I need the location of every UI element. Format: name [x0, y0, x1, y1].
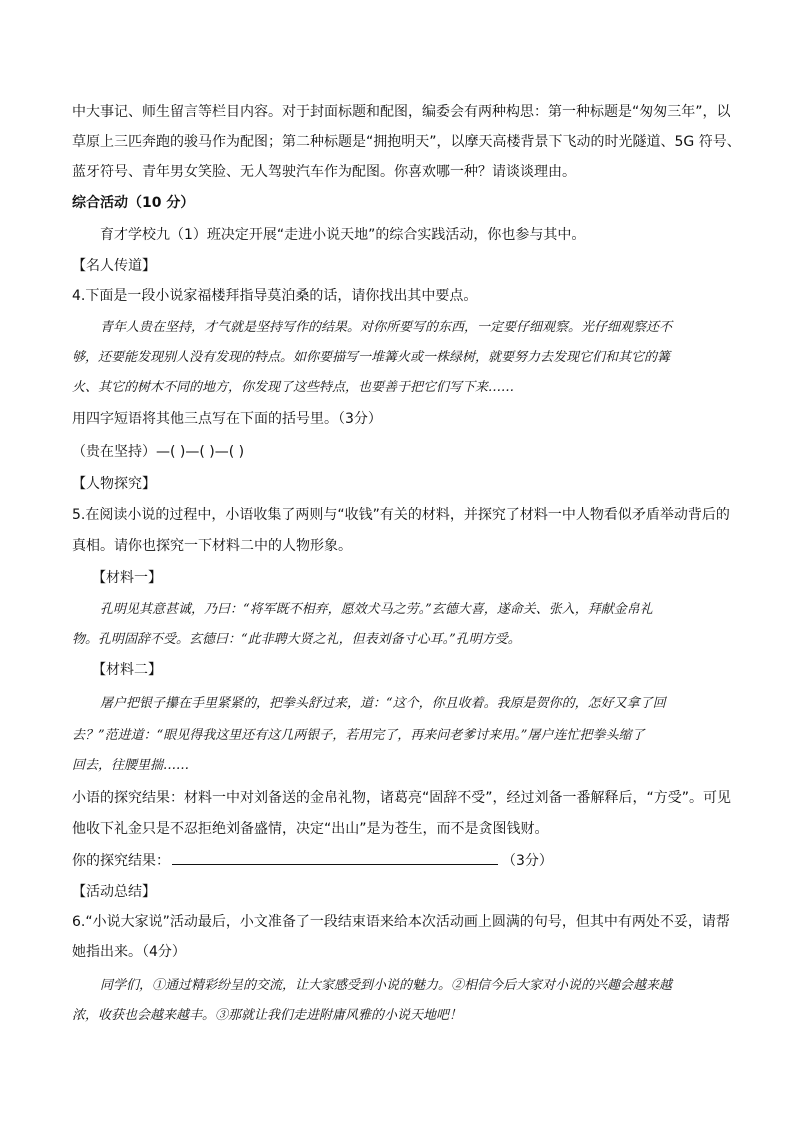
- part3-question-line-1: 6.“小说大家说”活动最后，小文准备了一段结束语来给本次活动画上圆满的句号，但其中有两处不妥，请帮: [72, 914, 730, 930]
- answer-blank-line[interactable]: [172, 850, 498, 865]
- material2-tag: 【材料二】: [92, 662, 162, 678]
- material1-line-2: 物。孔明固辞不受。玄德曰：“此非聘大贤之礼，但表刘备寸心耳。”孔明方受。: [72, 632, 521, 647]
- closing-text-line-2: 浓，收获也会越来越丰。③那就让我们走进附庸风雅的小说天地吧！: [72, 1008, 463, 1023]
- intro-line-3: 蓝牙符号、青年男女笑脸、无人驾驶汽车作为配图。你喜欢哪一种？请谈谈理由。: [72, 164, 576, 180]
- material1-line-1: 孔明见其意甚诚，乃曰：“将军既不相弃，愿效犬马之劳。”玄德大喜，遂命关、张入，拜献金帛礼: [100, 602, 653, 617]
- section-heading: 综合活动（10 分）: [72, 195, 195, 211]
- intro-line-2: 草原上三匹奔跑的骏马作为配图；第二种标题是“拥抱明天”，以摩天高楼背景下飞动的时光隧道、5G 符号、: [72, 134, 741, 150]
- your-result-label: 你的探究结果：: [72, 853, 170, 869]
- part1-quote-line-2: 够，还要能发现别人没有发现的特点。如你要描写一堆篝火或一株绿树，就要努力去发现它们和其它的篝: [72, 350, 671, 365]
- part2-question-line-1: 5.在阅读小说的过程中，小语收集了两则与“收钱”有关的材料，并探究了材料一中人物看似矛盾举动背后的: [72, 507, 730, 523]
- your-result-row: [72, 850, 732, 871]
- material2-line-2: 去？”范进道：“眼见得我这里还有这几两银子，若用完了，再来问老爹讨来用。”屠户连忙把拳头缩了: [72, 728, 645, 743]
- material1-tag: 【材料一】: [92, 570, 162, 586]
- intro-line-1: 中大事记、师生留言等栏目内容。对于封面标题和配图，编委会有两种构思：第一种标题是“匆匆三年”，以: [72, 104, 731, 120]
- part1-tag: 【名人传道】: [72, 258, 156, 274]
- material2-line-1: 屠户把银子攥在手里紧紧的，把拳头舒过来，道：“这个，你且收着。我原是贺你的，怎好又拿了回: [100, 696, 666, 711]
- your-result-score: （3分）: [502, 853, 553, 869]
- part3-question-line-2: 她指出来。（4分）: [72, 944, 186, 960]
- part3-tag: 【活动总结】: [72, 884, 156, 900]
- xiaoyu-result-line-2: 他收下礼金只是不忍拒绝刘备盛情，决定“出山”是为苍生，而不是贪图钱财。: [72, 821, 549, 837]
- section-intro: 育才学校九（1）班决定开展“走进小说天地”的综合实践活动，你也参与其中。: [100, 227, 586, 243]
- part1-quote-line-1: 青年人贵在坚持，才气就是坚持写作的结果。对你所要写的东西，一定要仔细观察。光仔细观察还不: [100, 320, 673, 335]
- closing-text-line-1: 同学们，①通过精彩纷呈的交流，让大家感受到小说的魅力。②相信今后大家对小说的兴趣会越来越: [100, 978, 673, 993]
- part2-question-line-2: 真相。请你也探究一下材料二中的人物形象。: [72, 538, 352, 554]
- part1-quote-line-3: 火、其它的树木不同的地方，你发现了这些特点，也要善于把它们写下来……: [72, 380, 515, 395]
- part2-tag: 【人物探究】: [72, 476, 156, 492]
- part1-instruction: 用四字短语将其他三点写在下面的括号里。（3分）: [72, 411, 382, 427]
- xiaoyu-result-line-1: 小语的探究结果：材料一中对刘备送的金帛礼物，诸葛亮“固辞不受”，经过刘备一番解释后，“方受”。可见: [72, 790, 732, 806]
- part1-question: 4.下面是一段小说家福楼拜指导莫泊桑的话，请你找出其中要点。: [72, 288, 478, 304]
- material2-line-3: 回去，往腰里揣……: [72, 758, 190, 773]
- part1-answer-template: （贵在坚持）—( )—( )—( ): [72, 444, 245, 460]
